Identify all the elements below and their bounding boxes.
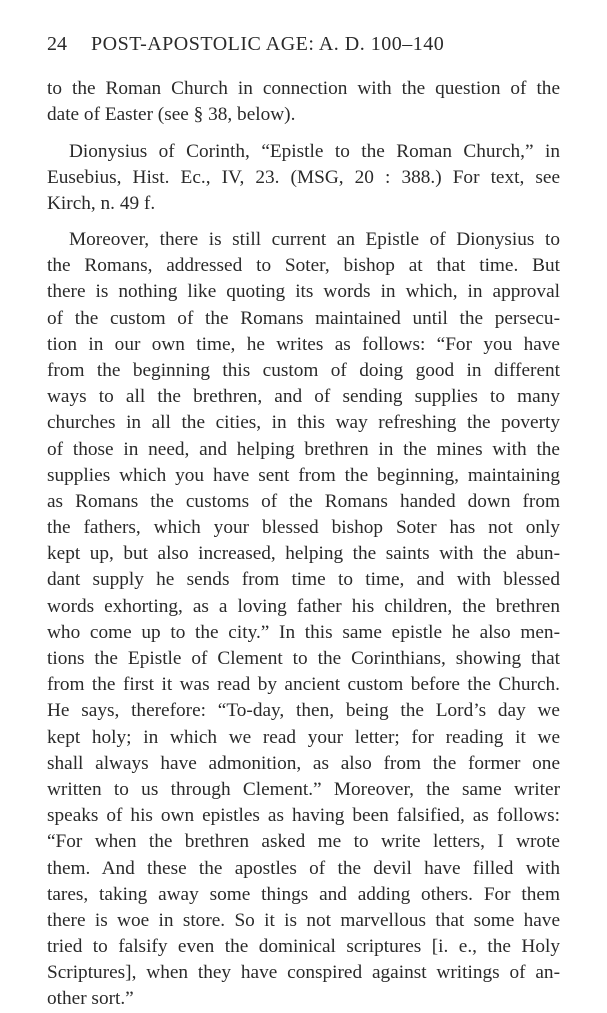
text-line: the Romans, addressed to Soter, bishop at that time. But <box>47 255 560 277</box>
text-line: Scriptures], when they have conspired against writings of an- <box>47 962 560 984</box>
text-line: tion in our own time, he writes as follows: “For you have <box>47 333 560 355</box>
text-line: Eusebius, Hist. Ec., IV, 23. (MSG, 20 : 388.) For text, see <box>47 167 560 189</box>
text-line: words exhorting, as a loving father his children, the brethren <box>47 595 560 617</box>
text-line: of those in need, and helping brethren in the mines with the <box>47 438 560 460</box>
paragraph-main <box>47 227 560 1013</box>
text-line: kept holy; in which we read your letter; for reading it we <box>47 726 560 748</box>
text-line: tions the Epistle of Clement to the Corinthians, showing that <box>47 648 560 669</box>
text-line: date of Easter (see § 38, below). <box>47 104 296 126</box>
text-line: dant supply he sends from time to time, and with blessed <box>47 569 560 591</box>
text-line: from the beginning this custom of doing good in different <box>47 359 560 381</box>
text-line: ways to all the brethren, and of sending supplies to many <box>47 386 560 408</box>
text-line: there is woe in store. So it is not marvellous that some have <box>47 909 560 931</box>
text-line: the fathers, which your blessed bishop Soter has not only <box>47 517 560 539</box>
text-line: who come up to the city.” In this same epistle he also men- <box>47 621 560 643</box>
paragraph-citation <box>47 139 560 218</box>
text-line: other sort.” <box>47 988 134 1010</box>
text-line: churches in all the cities, in this way refreshing the poverty <box>47 412 560 434</box>
running-title: POST-APOSTOLIC AGE: A. D. 100–140 <box>91 33 445 55</box>
text-line: written to us through Clement.” Moreover, the same writer <box>47 778 560 800</box>
text-line: from the first it was read by ancient custom before the Church. <box>47 674 560 696</box>
text-line: shall always have admonition, as also from the former one <box>47 752 560 774</box>
text-line: there is nothing like quoting its words in which, in approval <box>47 281 560 303</box>
page-number: 24 <box>47 33 67 55</box>
text-line: “For when the brethren asked me to write letters, I wrote <box>47 831 560 853</box>
text-line: of the custom of the Romans maintained until the persecu- <box>47 307 560 329</box>
text-line: to the Roman Church in connection with the question of the <box>47 78 560 99</box>
text-line: as Romans the customs of the Romans handed down from <box>47 490 560 512</box>
text-line: Moreover, there is still current an Epistle of Dionysius to <box>69 229 560 250</box>
text-line: tares, taking away some things and adding others. For them <box>47 883 560 905</box>
text-line: He says, therefore: “To-day, then, being the Lord’s day we <box>47 700 560 722</box>
text-line: them. And these the apostles of the devil have filled with <box>47 857 560 879</box>
text-line: Kirch, n. 49 f. <box>47 193 156 215</box>
text-line: kept up, but also increased, helping the saints with the abun- <box>47 543 560 565</box>
paragraph-continuation <box>47 76 560 128</box>
text-line: supplies which you have sent from the beginning, maintaining <box>47 464 560 486</box>
text-line: speaks of his own epistles as having been falsified, as follows: <box>47 805 560 827</box>
text-line: tried to falsify even the dominical scriptures [i. e., the Holy <box>47 936 560 958</box>
text-line: Dionysius of Corinth, “Epistle to the Roman Church,” in <box>69 141 560 162</box>
